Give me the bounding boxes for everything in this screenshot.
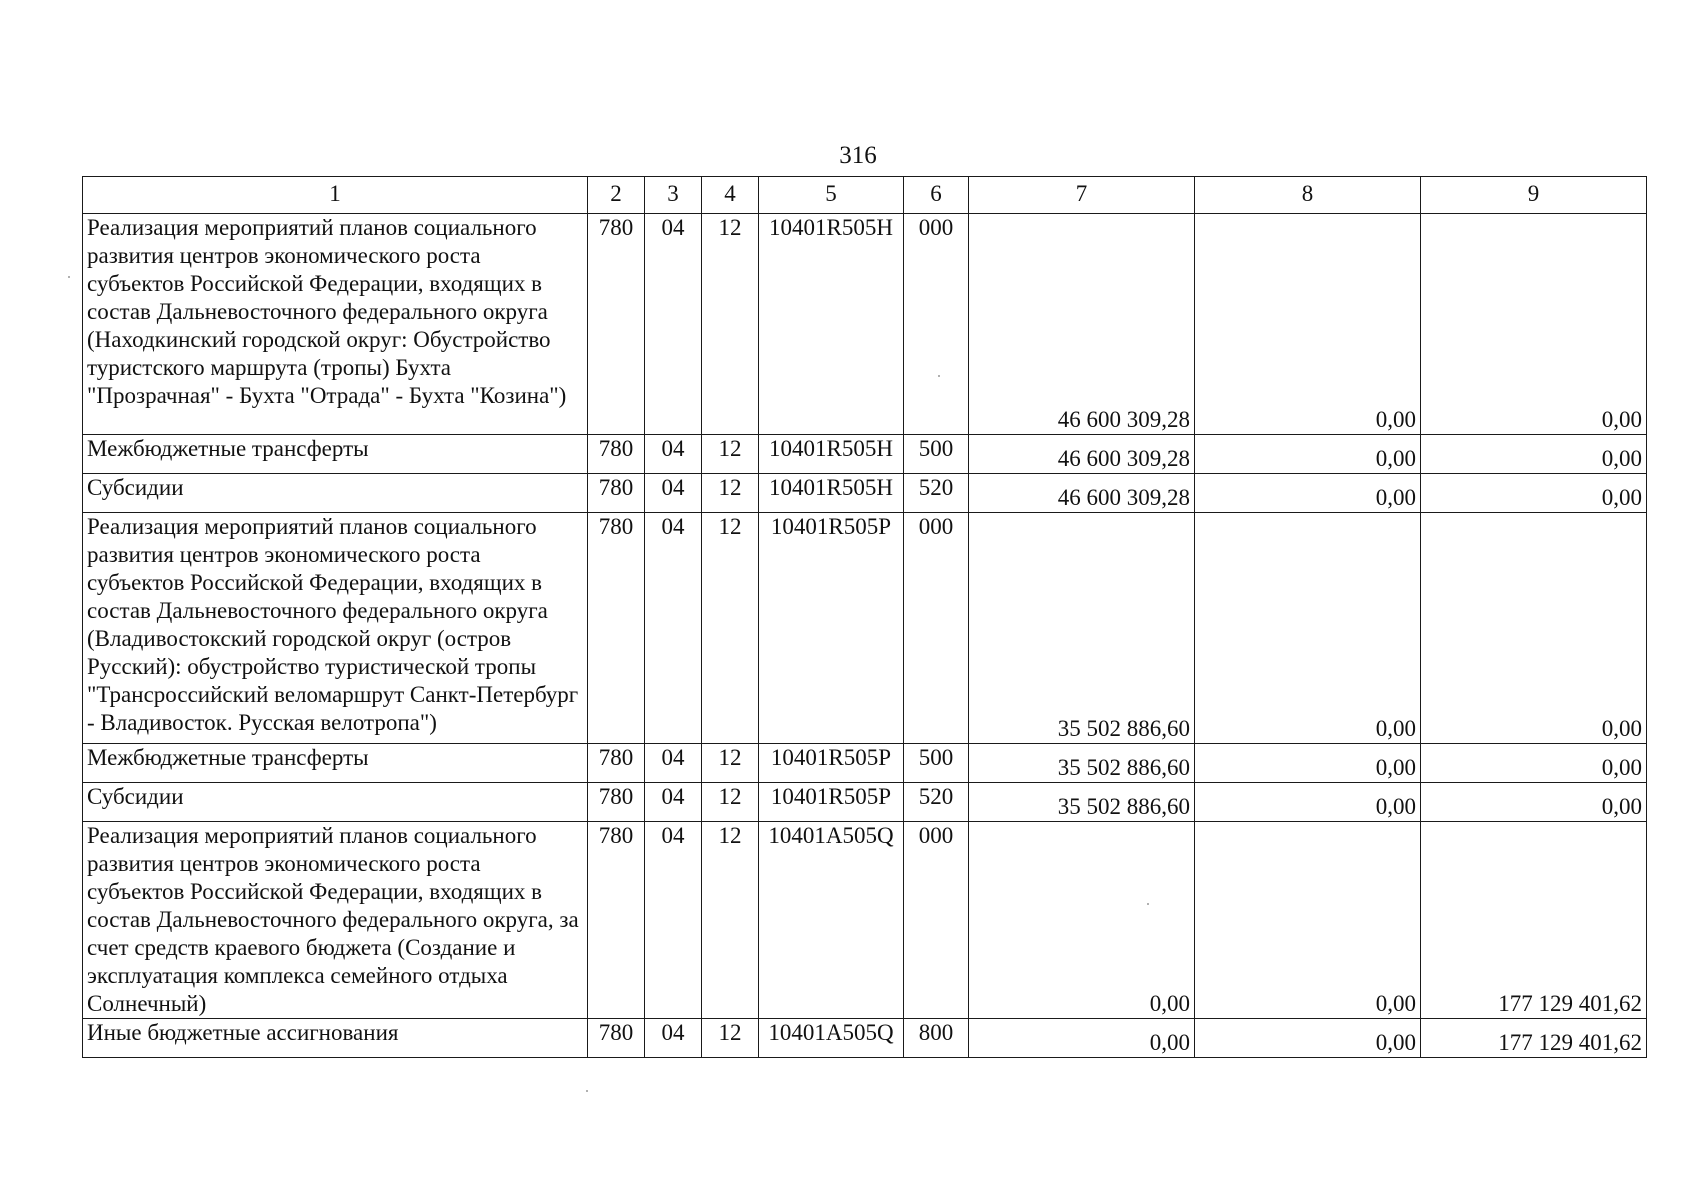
code-cell: 10401A505Q (759, 822, 904, 1019)
amount-cell: 177 129 401,62 (1421, 822, 1647, 1019)
header-cell: 3 (645, 177, 702, 214)
amount-cell: 0,00 (1421, 474, 1647, 513)
code-cell: 000 (904, 513, 969, 744)
code-cell: 520 (904, 474, 969, 513)
amount-cell: 35 502 886,60 (969, 783, 1195, 822)
code-cell: 10401R505P (759, 744, 904, 783)
row-name-cell: Реализация мероприятий планов социального развития центров экономического роста субъектов Российской Федерации, входящих в состав Дальневосточного федерального округа (Владивостокский городской округ (остров Русский): обустройство туристической тропы "Трансроссийский веломаршрут Санкт-Петербург - Владивосток. Русская велотропа") (83, 513, 588, 744)
scan-speck (1147, 903, 1149, 905)
code-cell: 04 (645, 1019, 702, 1058)
code-cell: 12 (702, 1019, 759, 1058)
amount-cell: 0,00 (1421, 744, 1647, 783)
code-cell: 04 (645, 214, 702, 435)
code-cell: 780 (588, 435, 645, 474)
code-cell: 04 (645, 783, 702, 822)
code-cell: 780 (588, 783, 645, 822)
page-number: 316 (839, 142, 877, 169)
code-cell: 780 (588, 822, 645, 1019)
row-name-cell: Субсидии (83, 783, 588, 822)
amount-cell: 46 600 309,28 (969, 474, 1195, 513)
amount-cell: 0,00 (1195, 513, 1421, 744)
code-cell: 780 (588, 513, 645, 744)
row-name-cell: Межбюджетные трансферты (83, 435, 588, 474)
code-cell: 000 (904, 822, 969, 1019)
amount-cell: 0,00 (969, 1019, 1195, 1058)
code-cell: 04 (645, 513, 702, 744)
amount-cell: 0,00 (1421, 435, 1647, 474)
code-cell: 10401R505P (759, 513, 904, 744)
code-cell: 12 (702, 214, 759, 435)
amount-cell: 0,00 (1195, 474, 1421, 513)
row-name-cell: Иные бюджетные ассигнования (83, 1019, 588, 1058)
code-cell: 500 (904, 744, 969, 783)
amount-cell: 0,00 (969, 822, 1195, 1019)
row-name-cell: Субсидии (83, 474, 588, 513)
header-cell: 2 (588, 177, 645, 214)
code-cell: 12 (702, 513, 759, 744)
header-cell: 8 (1195, 177, 1421, 214)
table-row (83, 474, 1647, 513)
amount-cell: 177 129 401,62 (1421, 1019, 1647, 1058)
table-row (83, 1019, 1647, 1058)
code-cell: 780 (588, 214, 645, 435)
table-row (83, 435, 1647, 474)
table-row (83, 513, 1647, 744)
code-cell: 04 (645, 822, 702, 1019)
row-name-cell: Реализация мероприятий планов социального развития центров экономического роста субъектов Российской Федерации, входящих в состав Дальневосточного федерального округа, за счет средств краевого бюджета (Создание и эксплуатация комплекса семейного отдыха Солнечный) (83, 822, 588, 1019)
row-name-cell: Межбюджетные трансферты (83, 744, 588, 783)
code-cell: 04 (645, 435, 702, 474)
row-name-cell: Реализация мероприятий планов социального развития центров экономического роста субъектов Российской Федерации, входящих в состав Дальневосточного федерального округа (Находкинский городской округ: Обустройство туристского маршрута (тропы) Бухта "Прозрачная" - Бухта "Отрада" - Бухта "Козина") (83, 214, 588, 435)
amount-cell: 35 502 886,60 (969, 513, 1195, 744)
code-cell: 12 (702, 783, 759, 822)
header-cell: 7 (969, 177, 1195, 214)
scan-speck (68, 276, 70, 278)
budget-table (82, 176, 1647, 1058)
scan-speck (586, 1090, 588, 1092)
code-cell: 780 (588, 744, 645, 783)
code-cell: 780 (588, 1019, 645, 1058)
amount-cell: 35 502 886,60 (969, 744, 1195, 783)
amount-cell: 46 600 309,28 (969, 435, 1195, 474)
code-cell: 10401R505P (759, 783, 904, 822)
code-cell: 12 (702, 474, 759, 513)
header-cell: 5 (759, 177, 904, 214)
code-cell: 520 (904, 783, 969, 822)
amount-cell: 46 600 309,28 (969, 214, 1195, 435)
amount-cell: 0,00 (1195, 435, 1421, 474)
code-cell: 04 (645, 744, 702, 783)
code-cell: 800 (904, 1019, 969, 1058)
code-cell: 500 (904, 435, 969, 474)
table-row (83, 214, 1647, 435)
amount-cell: 0,00 (1195, 822, 1421, 1019)
amount-cell: 0,00 (1421, 214, 1647, 435)
amount-cell: 0,00 (1195, 783, 1421, 822)
table-row (83, 783, 1647, 822)
header-cell: 6 (904, 177, 969, 214)
header-cell: 4 (702, 177, 759, 214)
table-row (83, 822, 1647, 1019)
code-cell: 10401R505H (759, 474, 904, 513)
table-row (83, 744, 1647, 783)
code-cell: 10401A505Q (759, 1019, 904, 1058)
amount-cell: 0,00 (1421, 783, 1647, 822)
amount-cell: 0,00 (1421, 513, 1647, 744)
code-cell: 12 (702, 435, 759, 474)
code-cell: 000 (904, 214, 969, 435)
amount-cell: 0,00 (1195, 214, 1421, 435)
scan-speck (938, 375, 940, 377)
code-cell: 12 (702, 822, 759, 1019)
code-cell: 10401R505H (759, 435, 904, 474)
code-cell: 10401R505H (759, 214, 904, 435)
amount-cell: 0,00 (1195, 1019, 1421, 1058)
code-cell: 780 (588, 474, 645, 513)
code-cell: 04 (645, 474, 702, 513)
header-cell: 9 (1421, 177, 1647, 214)
amount-cell: 0,00 (1195, 744, 1421, 783)
header-cell: 1 (83, 177, 588, 214)
code-cell: 12 (702, 744, 759, 783)
table-header-row (83, 177, 1647, 214)
